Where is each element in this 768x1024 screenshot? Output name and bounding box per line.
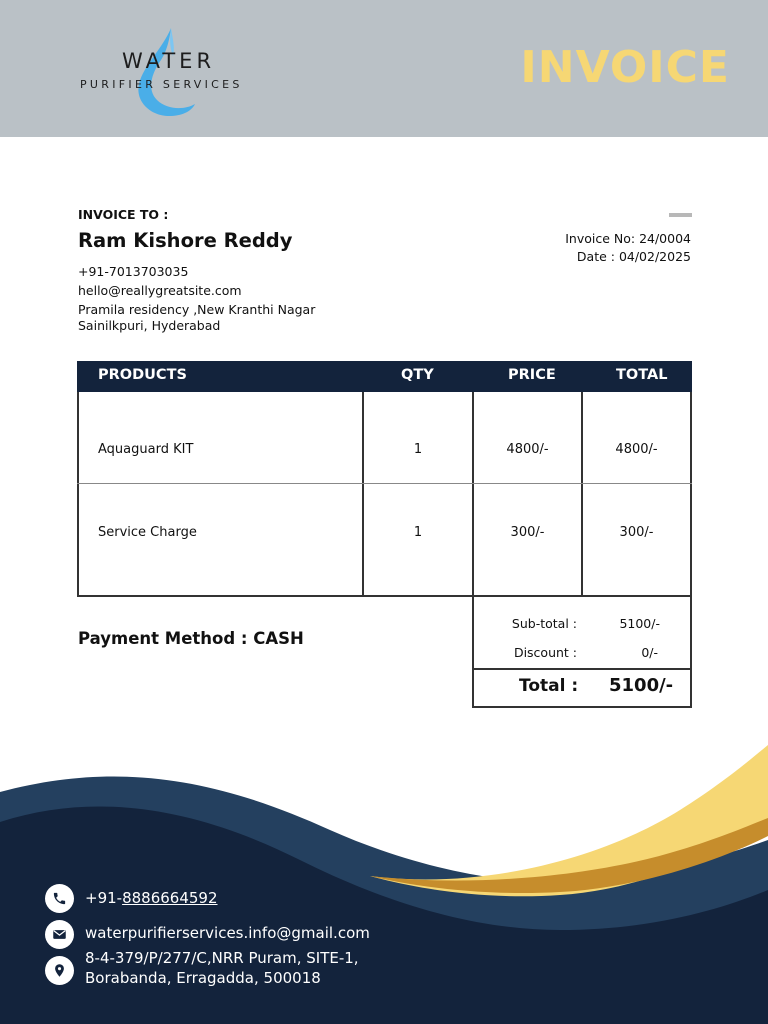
- row-2-price: 300/-: [510, 525, 545, 540]
- subtotal-value: 5100/-: [619, 616, 660, 631]
- footer-phone-number[interactable]: 8886664592: [122, 889, 218, 907]
- location-icon: [45, 956, 74, 985]
- mail-icon: [45, 920, 74, 949]
- header-total: TOTAL: [616, 367, 668, 383]
- row-2-qty: 1: [413, 525, 423, 540]
- header-qty: QTY: [401, 367, 434, 383]
- invoice-to-label: INVOICE TO :: [78, 207, 169, 222]
- logo-title: WATER: [122, 49, 216, 73]
- table-divider: [581, 392, 583, 596]
- footer-address-line2: Borabanda, Erragadda, 500018: [85, 969, 321, 987]
- table-border-right: [690, 392, 692, 708]
- total-label: Total :: [519, 676, 579, 696]
- summary-border-bottom: [472, 706, 692, 708]
- row-1-price: 4800/-: [506, 442, 549, 457]
- header-band: [0, 0, 768, 137]
- phone-icon: [45, 884, 74, 913]
- row-1-qty: 1: [413, 442, 423, 457]
- client-address-line1: Pramila residency ,New Kranthi Nagar: [78, 302, 316, 317]
- row-1-total: 4800/-: [615, 442, 658, 457]
- footer-phone[interactable]: [85, 889, 218, 907]
- discount-label: Discount :: [513, 645, 577, 660]
- header-products: PRODUCTS: [98, 367, 187, 383]
- footer-email[interactable]: waterpurifierservices.info@gmail.com: [85, 924, 370, 942]
- invoice-number: Invoice No: 24/0004: [565, 231, 691, 246]
- subtotal-label: Sub-total :: [511, 616, 577, 631]
- table-divider: [362, 392, 364, 596]
- logo-subtitle: PURIFIER SERVICES: [80, 78, 243, 91]
- client-address-line2: Sainilkpuri, Hyderabad: [78, 318, 221, 333]
- client-name: Ram Kishore Reddy: [78, 229, 293, 252]
- client-email: hello@reallygreatsite.com: [78, 283, 242, 298]
- divider-dash: [669, 213, 692, 217]
- row-2-total: 300/-: [619, 525, 654, 540]
- total-value: 5100/-: [609, 675, 674, 696]
- header-price: PRICE: [508, 367, 556, 383]
- document-title: INVOICE: [520, 42, 730, 93]
- table-border-bottom: [77, 595, 692, 597]
- footer-address-line1: 8-4-379/P/277/C,NRR Puram, SITE-1,: [85, 949, 359, 967]
- row-divider: [77, 483, 692, 484]
- footer-phone-prefix: +91-: [85, 889, 123, 907]
- company-logo: [78, 26, 288, 122]
- row-2-product: Service Charge: [98, 525, 197, 540]
- table-header: [77, 361, 692, 392]
- table-divider: [472, 392, 474, 708]
- total-divider: [472, 668, 692, 670]
- payment-method: Payment Method : CASH: [78, 629, 304, 648]
- row-1-product: Aquaguard KIT: [98, 442, 194, 457]
- discount-value: 0/-: [641, 645, 658, 660]
- table-border-left: [77, 392, 79, 596]
- client-phone: +91-7013703035: [78, 264, 189, 279]
- invoice-date: Date : 04/02/2025: [576, 249, 691, 264]
